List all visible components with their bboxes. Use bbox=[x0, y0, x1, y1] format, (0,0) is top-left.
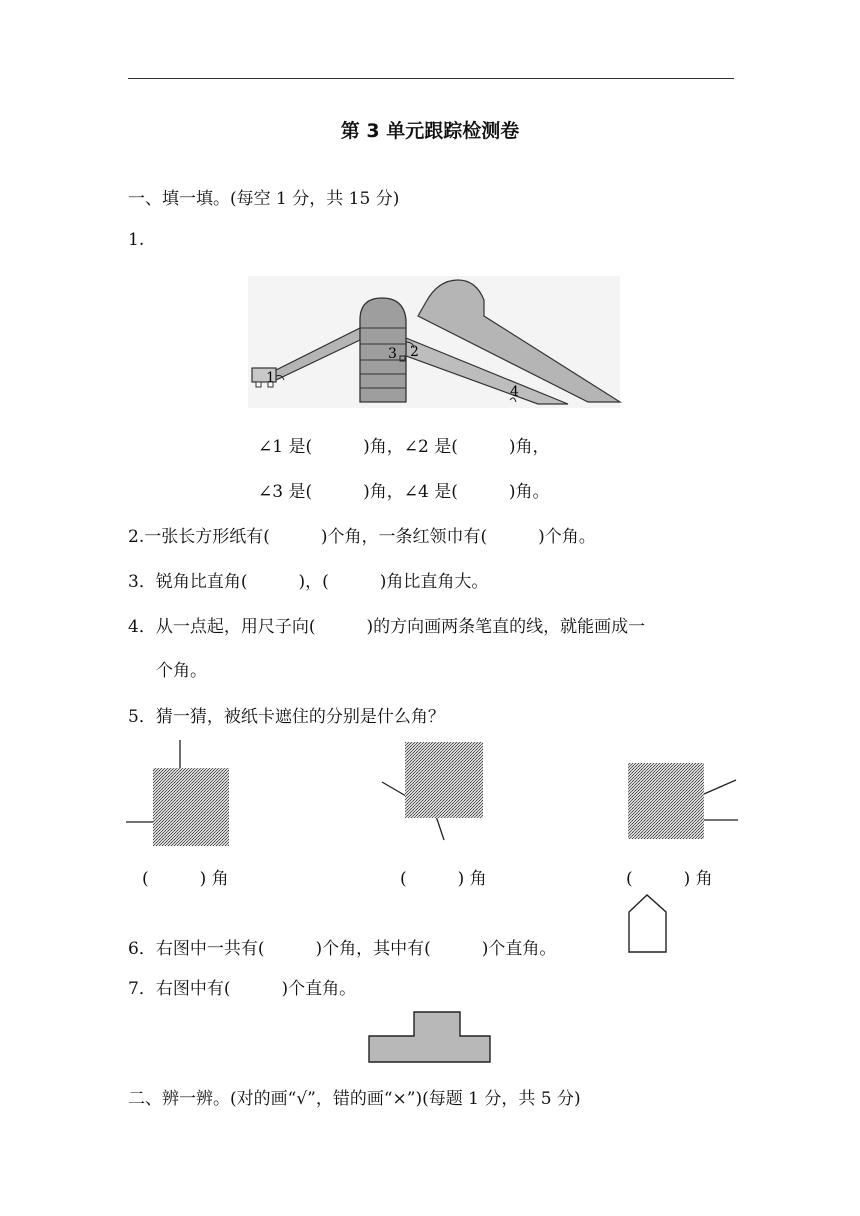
q1-line1: ∠1 是( )角，∠2 是( )角， bbox=[258, 437, 550, 457]
q5-answer-2: ( ) 角 bbox=[400, 869, 487, 889]
angle-label-4: 4 bbox=[510, 384, 519, 400]
angle-label-2: 2 bbox=[410, 344, 419, 360]
q5-text: 5．猜一猜，被纸卡遮住的分别是什么角？ bbox=[128, 707, 445, 727]
q4-line1: 4．从一点起，用尺子向( )的方向画两条笔直的线，就能画成一 bbox=[128, 617, 646, 637]
ladder-tower bbox=[360, 298, 406, 402]
hidden-angle-figure-3 bbox=[626, 760, 738, 850]
q5-answer-1: ( ) 角 bbox=[142, 869, 229, 889]
top-rule bbox=[128, 78, 734, 79]
hidden-angle-figure-2 bbox=[380, 740, 490, 850]
q4-line2: 个角。 bbox=[156, 661, 207, 681]
section2-heading: 二、辨一辨。(对的画“√”，错的画“×”)(每题 1 分，共 5 分) bbox=[128, 1089, 581, 1109]
q6-text: 6．右图中一共有( )个角，其中有( )个直角。 bbox=[128, 939, 557, 959]
hidden-angle-figure-1 bbox=[126, 740, 236, 850]
q1-line2: ∠3 是( )角，∠4 是( )角。 bbox=[258, 482, 550, 502]
step-shape-figure bbox=[366, 1010, 506, 1066]
q5-answer-3: ( ) 角 bbox=[626, 869, 713, 889]
q7-text: 7．右图中有( )个直角。 bbox=[128, 979, 357, 999]
section1-heading: 一、填一填。(每空 1 分，共 15 分) bbox=[128, 189, 400, 209]
q1-number: 1. bbox=[128, 230, 145, 250]
angle-label-1: 1 bbox=[266, 370, 275, 386]
page-title: 第 3 单元跟踪检测卷 bbox=[340, 120, 520, 142]
angle-label-3: 3 bbox=[388, 346, 397, 362]
slide-figure bbox=[248, 276, 628, 408]
pentagon-house-figure bbox=[628, 894, 668, 954]
q3-text: 3．锐角比直角( )，( )角比直角大。 bbox=[128, 572, 489, 592]
q2-text: 2.一张长方形纸有( )个角，一条红领巾有( )个角。 bbox=[128, 527, 596, 547]
